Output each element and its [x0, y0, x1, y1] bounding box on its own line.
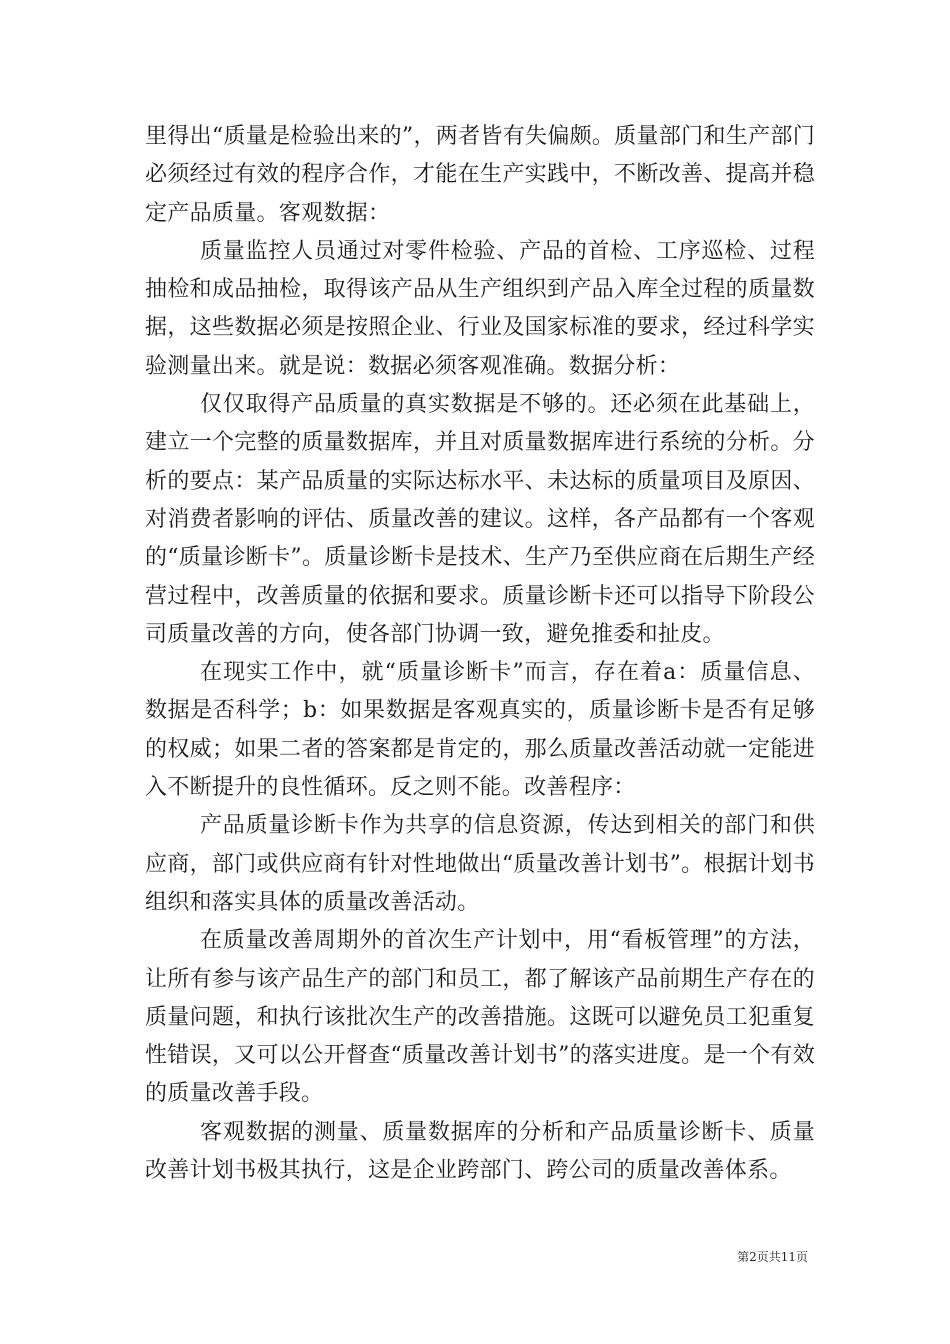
paragraph-kanban-management: 在质量改善周期外的首次生产计划中，用“看板管理”的方法，让所有参与该产品生产的部门和员工，都了解该产品前期生产存在的质量问题，和执行该批次生产的改善措施。这既可以避免员工犯重复性错误，又可以公开督查“质量改善计划书”的落实进度。是一个有效的质量改善手段。 [145, 928, 815, 1107]
paragraph-objective-data: 质量监控人员通过对零件检验、产品的首检、工序巡检、过程抽检和成品抽检，取得该产品从生产组织到产品入库全过程的质量数据，这些数据必须是按照企业、行业及国家标准的要求，经过科学实验测量出来。就是说：数据必须客观准确。数据分析： [145, 238, 815, 379]
paragraph-improvement-procedure: 产品质量诊断卡作为共享的信息资源，传达到相关的部门和供应商，部门或供应商有针对性地做出“质量改善计划书”。根据计划书组织和落实具体的质量改善活动。 [145, 813, 815, 915]
paragraph-improvement-system: 客观数据的测量、质量数据库的分析和产品质量诊断卡、质量改善计划书极其执行，这是企业跨部门、跨公司的质量改善体系。 [145, 1119, 815, 1184]
paragraph-data-analysis: 仅仅取得产品质量的真实数据是不够的。还必须在此基础上，建立一个完整的质量数据库，并且对质量数据库进行系统的分析。分析的要点：某产品质量的实际达标水平、未达标的质量项目及原因、对消费者影响的评估、质量改善的建议。这样，各产品都有一个客观的“质量诊断卡”。质量诊断卡是技术、生产乃至供应商在后期生产经营过程中，改善质量的依据和要求。质量诊断卡还可以指导下阶段公司质量改善的方向，使各部门协调一致，避免推委和扯皮。 [145, 392, 815, 647]
page-number: 第2页共11页 [737, 1250, 808, 1264]
paragraph-quality-diagnosis-card: 在现实工作中，就“质量诊断卡”而言，存在着a：质量信息、数据是否科学；b：如果数据是客观真实的，质量诊断卡是否有足够的权威；如果二者的答案都是肯定的，那么质量改善活动就一定能进入不断提升的良性循环。反之则不能。改善程序： [145, 660, 815, 801]
paragraph-continued: 里得出“质量是检验出来的”，两者皆有失偏颇。质量部门和生产部门必须经过有效的程序合作，才能在生产实践中，不断改善、提高并稳定产品质量。客观数据： [145, 124, 815, 226]
document-body [145, 118, 815, 1190]
